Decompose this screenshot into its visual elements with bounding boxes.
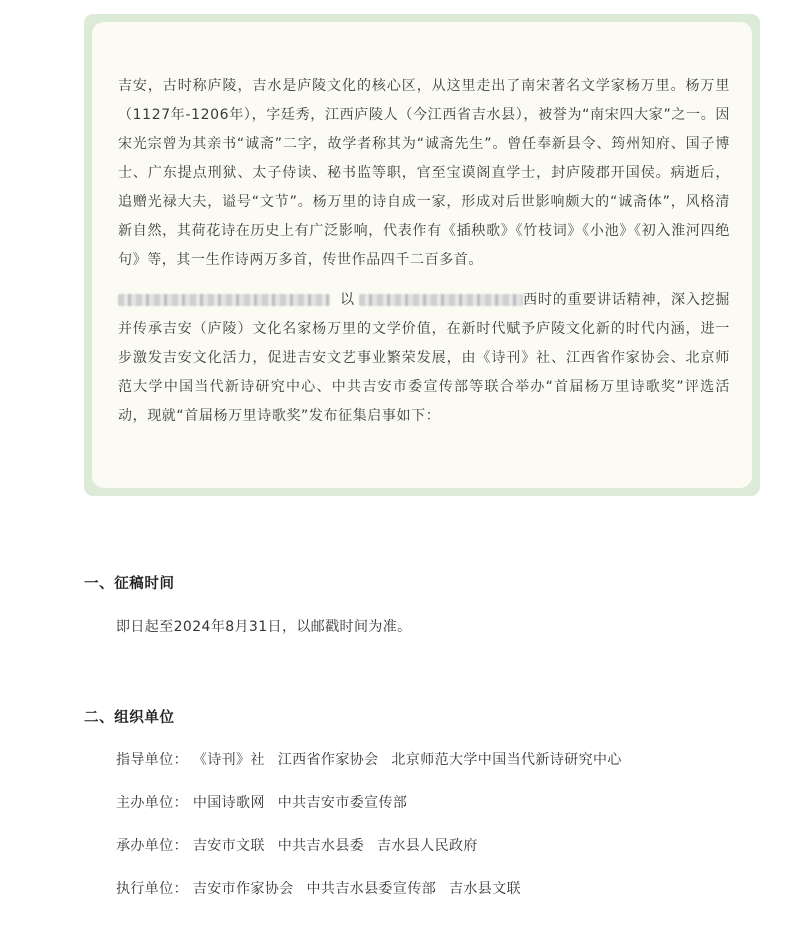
guide-unit: 江西省作家协会 <box>277 752 379 768</box>
guide-unit: 北京师范大学中国当代新诗研究中心 <box>391 752 622 768</box>
redacted-text <box>118 294 330 306</box>
guide-units-label: 指导单位： <box>116 752 188 768</box>
host-units-row <box>116 792 407 812</box>
executor-unit: 中共吉水县委宣传部 <box>306 881 437 897</box>
organizer-unit: 中共吉水县委 <box>277 838 365 854</box>
host-unit: 中共吉安市委宣传部 <box>277 795 408 811</box>
executor-units-label: 执行单位： <box>116 881 188 897</box>
guide-units-row <box>116 749 622 769</box>
section-title-deadline: 一、征稿时间 <box>84 576 175 592</box>
organizer-unit: 吉水县人民政府 <box>376 838 478 854</box>
intro-text <box>118 72 730 431</box>
intro-paragraph-2 <box>118 286 730 431</box>
host-units-label: 主办单位： <box>116 795 188 811</box>
deadline-text: 即日起至2024年8月31日，以邮戳时间为准。 <box>116 619 412 635</box>
redacted-text <box>359 294 523 306</box>
intro-paragraph-1: 吉安，古时称庐陵，吉水是庐陵文化的核心区，从这里走出了南宋著名文学家杨万里。杨万里（1127年-1206年），字廷秀，江西庐陵人（今江西省吉水县），被誉为“南宋四大家”之一。因宋光宗曾为其亲书“诚斋”二字，故学者称其为“诚斋先生”。曾任奉新县令、筠州知府、国子博士、广东提点刑狱、太子侍读、秘书监等职，官至宝谟阁直学士，封庐陵郡开国侯。病逝后，追赠光禄大夫，谥号“文节”。杨万里的诗自成一家，形成对后世影响颇大的“诚斋体”，风格清新自然，其荷花诗在历史上有广泛影响，代表作有《插秧歌》《竹枝词》《小池》《初入淮河四绝句》等，其一生作诗两万多首，传世作品四千二百多首。 <box>118 78 730 268</box>
organizer-units-label: 承办单位： <box>116 838 188 854</box>
executor-unit: 吉水县文联 <box>449 881 521 897</box>
executor-unit: 吉安市作家协会 <box>192 881 294 897</box>
organizer-units-row <box>116 835 478 855</box>
section-title-organizers: 二、组织单位 <box>84 710 175 726</box>
executor-units-row <box>116 878 521 898</box>
host-unit: 中国诗歌网 <box>192 795 265 811</box>
intro-paragraph-2-body: 西时的重要讲话精神，深入挖掘并传承吉安（庐陵）文化名家杨万里的文学价值，在新时代赋予庐陵文化新的时代内涵，进一步激发吉安文化活力，促进吉安文艺事业繁荣发展，由《诗刊》社、江西省作家协会、北京师范大学中国当代新诗研究中心、中共吉安市委宣传部等联合举办“首届杨万里诗歌奖”评选活动，现就“首届杨万里诗歌奖”发布征集启事如下： <box>118 292 730 424</box>
organizer-unit: 吉安市文联 <box>192 838 265 854</box>
guide-unit: 《诗刊》社 <box>192 752 265 768</box>
intro-paragraph-2-connector: 以 <box>340 292 355 308</box>
